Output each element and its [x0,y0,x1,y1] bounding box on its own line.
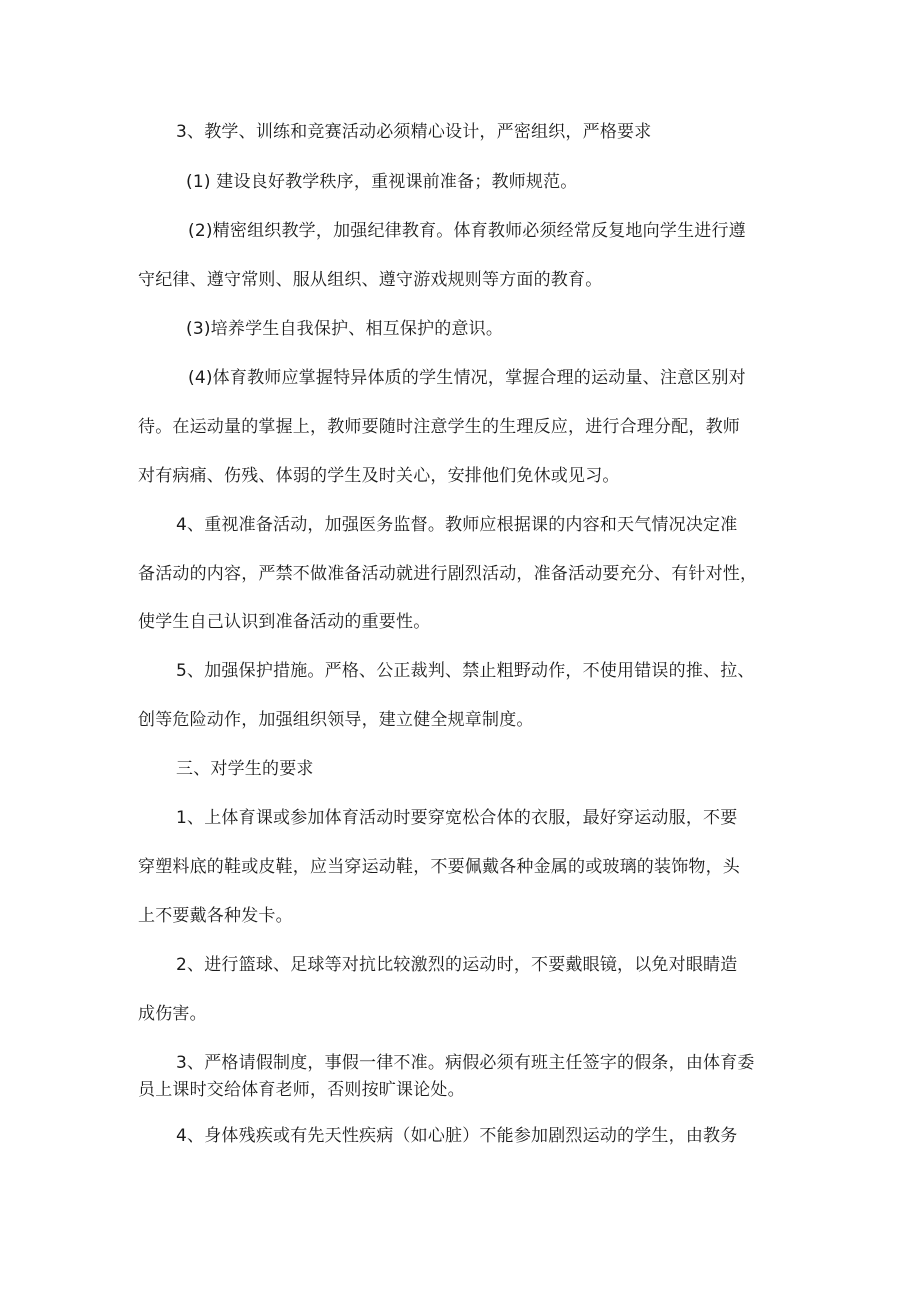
text-line: 守纪律、遵守常则、服从组织、遵守游戏规则等方面的教育。 [138,270,603,290]
text-line: 1、上体育课或参加体育活动时要穿宽松合体的衣服，最好穿运动服，不要 [176,808,738,828]
text-line: 3、教学、训练和竞赛活动必须精心设计，严密组织，严格要求 [176,122,652,142]
text-line: 使学生自己认识到准备活动的重要性。 [138,612,431,632]
text-line: 上不要戴各种发卡。 [138,906,293,926]
text-line: 创等危险动作，加强组织领导，建立健全规章制度。 [138,710,534,730]
text-line: 4、重视准备活动，加强医务监督。教师应根据课的内容和天气情况决定准 [176,515,738,535]
text-line: 穿塑料底的鞋或皮鞋，应当穿运动鞋，不要佩戴各种金属的或玻璃的装饰物，头 [138,857,740,877]
text-line: 3、严格请假制度，事假一律不准。病假必须有班主任签字的假条，由体育委 [176,1053,755,1073]
text-line: (3)培养学生自我保护、相互保护的意识。 [186,319,504,339]
text-line: 备活动的内容，严禁不做准备活动就进行剧烈活动，准备活动要充分、有针对性， [138,564,758,584]
text-line: 5、加强保护措施。严格、公正裁判、禁止粗野动作，不使用错误的推、拉、 [176,661,755,681]
text-line: 成伤害。 [138,1004,207,1024]
text-line: (2)精密组织教学，加强纪律教育。体育教师必须经常反复地向学生进行遵 [188,221,746,241]
section-heading: 三、对学生的要求 [176,759,314,779]
text-line: 2、进行篮球、足球等对抗比较激烈的运动时，不要戴眼镜，以免对眼睛造 [176,955,738,975]
text-line: (1) 建设良好教学秩序，重视课前准备；教师规范。 [186,172,578,192]
text-line: (4)体育教师应掌握特异体质的学生情况，掌握合理的运动量、注意区别对 [188,368,746,388]
text-line: 待。在运动量的掌握上，教师要随时注意学生的生理反应，进行合理分配，教师 [138,417,740,437]
text-line: 对有病痛、伤残、体弱的学生及时关心，安排他们免休或见习。 [138,466,620,486]
text-line: 员上课时交给体育老师，否则按旷课论处。 [138,1080,465,1100]
text-line: 4、身体残疾或有先天性疾病（如心脏）不能参加剧烈运动的学生，由教务 [176,1126,738,1146]
